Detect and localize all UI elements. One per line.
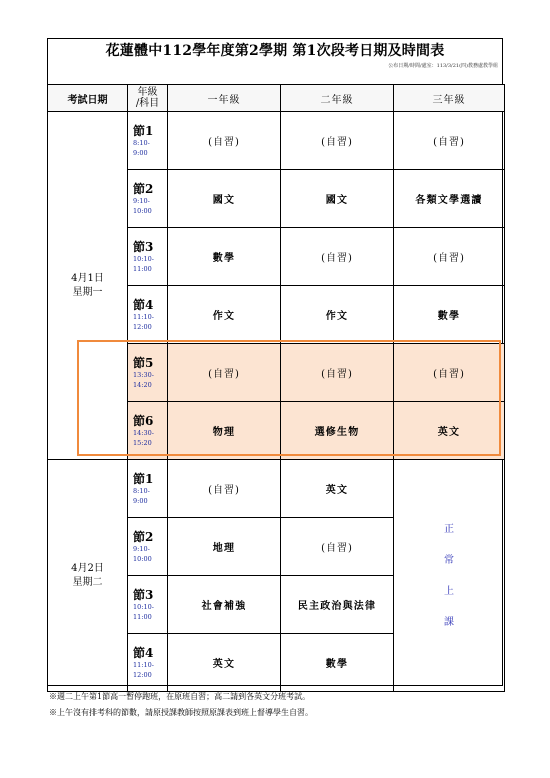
- subject-cell: 數學: [168, 228, 281, 286]
- period-cell: [128, 344, 168, 402]
- period-cell: [128, 286, 168, 344]
- period-time: 11:10- 12:00: [133, 660, 154, 679]
- header-grade-2: 二年級: [281, 85, 394, 112]
- weekday-day1: 星期一: [72, 286, 103, 298]
- period-time: 14:30- 15:20: [133, 428, 154, 447]
- subject-cell: 數學: [394, 286, 505, 344]
- period-time: 8:10- 9:00: [133, 486, 150, 505]
- date-cell-day2: [48, 460, 128, 692]
- period-name: 節2: [133, 529, 154, 544]
- period-cell: [128, 228, 168, 286]
- subject-cell: 選修生物: [281, 402, 394, 460]
- period-time: 13:30- 14:20: [133, 370, 154, 389]
- period-name: 節3: [133, 587, 154, 602]
- period-cell: [128, 402, 168, 460]
- subject-cell: 英文: [281, 460, 394, 518]
- vertical-char: 正: [444, 523, 454, 535]
- period-name: 節1: [133, 123, 154, 138]
- date-day1: 4月1日: [71, 272, 104, 284]
- subject-cell: (自習): [394, 112, 505, 170]
- table-row: [48, 460, 505, 518]
- subject-cell: 國文: [281, 170, 394, 228]
- footnote: ※週二上午第1節高一暫停跑班，在原班自習；高二請到各英文分班考試。: [49, 692, 311, 701]
- period-time: 9:10- 10:00: [133, 544, 152, 563]
- header-grade-subject: [128, 85, 168, 112]
- table-row: [48, 112, 505, 170]
- subject-cell: (自習): [281, 344, 394, 402]
- period-name: 節3: [133, 239, 154, 254]
- period-time: 9:10- 10:00: [133, 196, 152, 215]
- period-cell: [128, 460, 168, 518]
- exam-schedule-table: [47, 84, 505, 692]
- period-time: 10:10- 11:00: [133, 254, 154, 273]
- footnotes: [49, 689, 313, 721]
- period-time: 11:10- 12:00: [133, 312, 154, 331]
- subject-cell: 英文: [394, 402, 505, 460]
- subject-cell: 物理: [168, 402, 281, 460]
- period-time: 8:10- 9:00: [133, 138, 150, 157]
- subject-cell: 地理: [168, 518, 281, 576]
- vertical-char: 常: [444, 554, 454, 566]
- period-cell: [128, 170, 168, 228]
- period-name: 節1: [133, 471, 154, 486]
- publish-info: 公布日期/時間/處室：113/3/21(四)教務處教學組: [388, 63, 498, 69]
- footnote: ※上午沒有排考科的節數，請原授課教師按照原課表到班上督導學生自習。: [49, 708, 313, 717]
- vertical-char: 課: [444, 616, 454, 628]
- vertical-char: 上: [444, 585, 454, 597]
- period-cell: [128, 634, 168, 692]
- header-grade-3: 三年級: [394, 85, 505, 112]
- period-name: 節4: [133, 645, 154, 660]
- subject-cell: 作文: [168, 286, 281, 344]
- subject-cell: (自習): [168, 344, 281, 402]
- subject-cell: 英文: [168, 634, 281, 692]
- subject-cell: (自習): [281, 228, 394, 286]
- subject-cell: (自習): [394, 228, 505, 286]
- subject-cell: (自習): [281, 518, 394, 576]
- subject-cell: 各類文學選讀: [394, 170, 505, 228]
- normal-class-merged-cell: [394, 460, 505, 692]
- period-name: 節2: [133, 181, 154, 196]
- period-cell: [128, 576, 168, 634]
- subject-cell: (自習): [168, 460, 281, 518]
- subject-cell: (自習): [394, 344, 505, 402]
- period-cell: [128, 112, 168, 170]
- period-cell: [128, 518, 168, 576]
- subject-cell: 數學: [281, 634, 394, 692]
- subject-cell: (自習): [281, 112, 394, 170]
- date-cell-day1: [48, 112, 128, 460]
- period-name: 節5: [133, 355, 154, 370]
- header-corner-bottom: /科目: [135, 98, 160, 109]
- subject-cell: 社會補強: [168, 576, 281, 634]
- subject-cell: 國文: [168, 170, 281, 228]
- subject-cell: 民主政治與法律: [281, 576, 394, 634]
- header-exam-date: 考試日期: [48, 85, 128, 112]
- subject-cell: (自習): [168, 112, 281, 170]
- schedule-sheet: [47, 38, 503, 686]
- page-title: 花蓮體中112學年度第2學期 第1次段考日期及時間表: [105, 43, 445, 59]
- period-name: 節6: [133, 413, 154, 428]
- date-day2: 4月2日: [71, 562, 104, 574]
- period-name: 節4: [133, 297, 154, 312]
- header-corner-top: 年級: [137, 87, 158, 98]
- table-header-row: [48, 85, 505, 112]
- weekday-day2: 星期二: [72, 576, 103, 588]
- period-time: 10:10- 11:00: [133, 602, 154, 621]
- subject-cell: 作文: [281, 286, 394, 344]
- header-grade-1: 一年級: [168, 85, 281, 112]
